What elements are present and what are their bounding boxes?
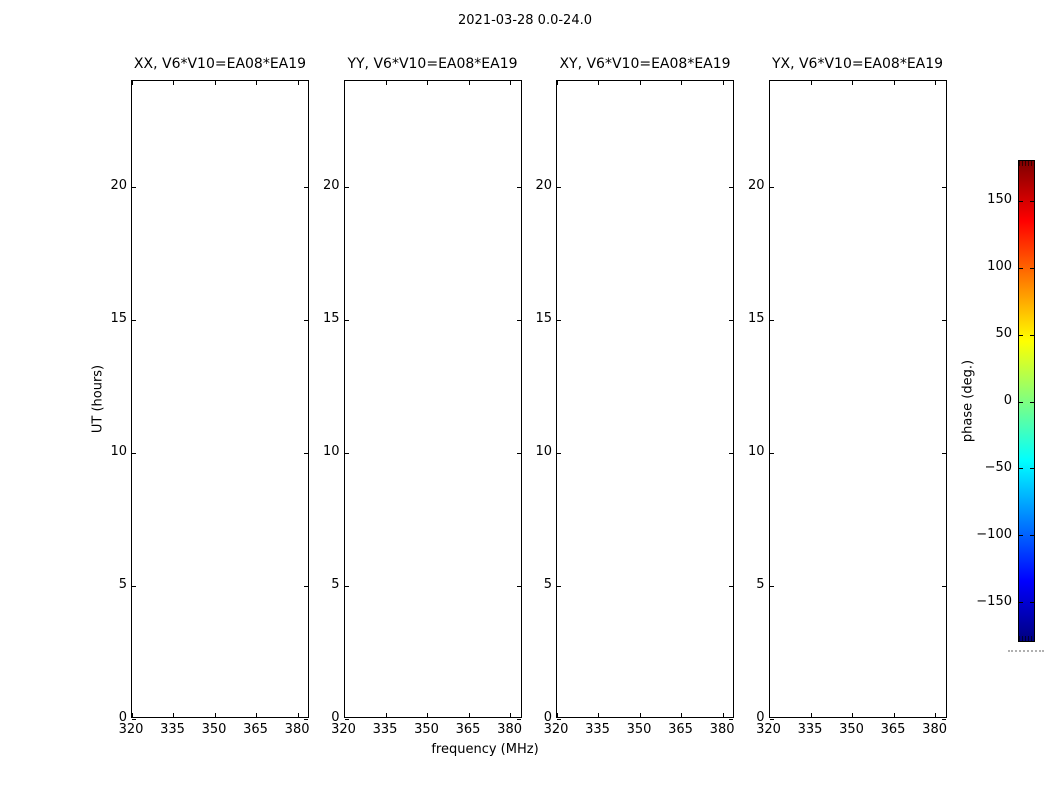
y-tick-mark [132, 320, 136, 321]
x-tick-mark [386, 713, 387, 717]
x-tick-mark [427, 713, 428, 717]
y-tick-mark [557, 320, 561, 321]
x-tick-mark [894, 713, 895, 717]
y-tick-mark [345, 453, 349, 454]
y-tick-label: 5 [118, 577, 127, 593]
x-tick-label: 320 [543, 722, 569, 737]
panel-xx [131, 80, 309, 718]
figure-title: 2021-03-28 0.0-24.0 [458, 13, 592, 28]
y-tick-mark [345, 320, 349, 321]
y-tick-mark [557, 719, 561, 720]
x-tick-mark [852, 81, 853, 85]
y-axis-label: UT (hours) [90, 364, 106, 434]
x-tick-mark [469, 81, 470, 85]
y-tick-label: 15 [535, 311, 552, 327]
x-tick-mark [769, 81, 770, 85]
y-tick-mark [770, 719, 774, 720]
y-tick-label: 0 [756, 710, 765, 725]
colorbar-tick-mark [1019, 335, 1023, 336]
x-tick-label: 320 [118, 722, 144, 737]
x-tick-mark [344, 81, 345, 85]
y-tick-mark [770, 320, 774, 321]
x-tick-mark [256, 713, 257, 717]
x-tick-mark [215, 713, 216, 717]
y-tick-mark [345, 586, 349, 587]
y-tick-label: 15 [110, 311, 127, 327]
x-tick-mark [386, 81, 387, 85]
y-tick-label: 0 [118, 710, 127, 725]
y-tick-mark [132, 719, 136, 720]
x-tick-label: 335 [372, 722, 398, 737]
x-tick-label: 350 [201, 722, 227, 737]
colorbar-tick-label: 0 [1003, 393, 1012, 408]
y-tick-mark [770, 187, 774, 188]
colorbar-underline-dots [1008, 650, 1044, 652]
x-tick-mark [427, 81, 428, 85]
y-tick-label: 10 [322, 444, 340, 460]
y-tick-label: 10 [535, 444, 552, 460]
y-tick-mark [345, 187, 349, 188]
x-tick-label: 365 [880, 722, 906, 737]
x-tick-mark [132, 81, 133, 85]
y-tick-mark [132, 453, 136, 454]
x-tick-mark [344, 713, 345, 717]
y-tick-mark [557, 453, 561, 454]
y-tick-mark [345, 719, 349, 720]
x-tick-label: 380 [922, 722, 947, 737]
panel-yy [344, 80, 522, 718]
y-tick-mark [557, 187, 561, 188]
x-tick-mark [640, 713, 641, 717]
x-tick-label: 335 [797, 722, 823, 737]
x-tick-mark [132, 713, 133, 717]
y-tick-mark [942, 453, 946, 454]
y-tick-label: 20 [535, 178, 552, 194]
colorbar-tick-mark [1019, 535, 1023, 536]
panel-title-yx: YX, V6*V10=EA08*EA19 [771, 56, 944, 72]
x-tick-mark [598, 713, 599, 717]
x-tick-mark [640, 81, 641, 85]
x-tick-mark [256, 81, 257, 85]
y-tick-label: 10 [747, 444, 765, 460]
x-tick-label: 335 [160, 722, 185, 737]
x-tick-mark [557, 713, 558, 717]
x-tick-label: 320 [331, 722, 356, 737]
colorbar-tick-mark [1030, 402, 1034, 403]
colorbar-tick-label: −100 [976, 526, 1012, 542]
y-tick-mark [942, 320, 946, 321]
y-tick-label: 5 [331, 577, 340, 593]
x-tick-mark [894, 81, 895, 85]
x-tick-mark [298, 81, 299, 85]
x-tick-mark [723, 81, 724, 85]
panel-title-yy: YY, V6*V10=EA08*EA19 [347, 56, 518, 72]
y-tick-label: 5 [756, 577, 765, 593]
y-tick-mark [770, 586, 774, 587]
x-axis-label: frequency (MHz) [431, 742, 539, 757]
colorbar-tick-mark [1030, 468, 1034, 469]
colorbar-tick-mark [1019, 268, 1023, 269]
panel-xy [556, 80, 734, 718]
x-tick-mark [935, 81, 936, 85]
colorbar-tick-mark [1030, 268, 1034, 269]
y-tick-label: 0 [543, 710, 552, 725]
x-tick-label: 350 [414, 722, 439, 737]
x-tick-label: 380 [284, 722, 310, 737]
x-tick-mark [811, 81, 812, 85]
y-tick-label: 5 [543, 577, 552, 593]
x-tick-mark [557, 81, 558, 85]
y-tick-label: 10 [110, 444, 127, 460]
x-tick-mark [598, 81, 599, 85]
y-tick-mark [942, 586, 946, 587]
colorbar-tick-mark [1030, 535, 1034, 536]
colorbar-tick-mark [1019, 402, 1023, 403]
panel-title-xx: XX, V6*V10=EA08*EA19 [133, 56, 307, 72]
x-tick-mark [811, 713, 812, 717]
colorbar-tick-mark [1030, 201, 1034, 202]
colorbar-top-hatch [1019, 161, 1034, 166]
x-tick-label: 380 [709, 722, 735, 737]
colorbar-tick-label: 100 [987, 259, 1012, 275]
x-tick-mark [510, 81, 511, 85]
y-tick-mark [942, 187, 946, 188]
colorbar-tick-mark [1019, 602, 1023, 603]
y-tick-mark [132, 586, 136, 587]
x-tick-mark [173, 713, 174, 717]
colorbar-tick-label: 50 [995, 326, 1012, 342]
x-tick-label: 335 [585, 722, 610, 737]
x-tick-mark [935, 713, 936, 717]
x-tick-mark [769, 713, 770, 717]
panel-yx [769, 80, 947, 718]
x-tick-mark [681, 713, 682, 717]
x-tick-mark [852, 713, 853, 717]
colorbar-tick-mark [1030, 602, 1034, 603]
y-tick-mark [770, 453, 774, 454]
y-tick-label: 15 [322, 311, 340, 327]
y-tick-label: 15 [747, 311, 765, 327]
x-tick-mark [173, 81, 174, 85]
panel-title-xy: XY, V6*V10=EA08*EA19 [559, 56, 731, 72]
y-tick-mark [942, 719, 946, 720]
y-tick-label: 0 [331, 710, 340, 725]
x-tick-label: 365 [668, 722, 693, 737]
colorbar-tick-label: −50 [984, 459, 1012, 475]
x-tick-label: 350 [839, 722, 864, 737]
colorbar-tick-label: −150 [976, 593, 1012, 609]
colorbar-tick-mark [1030, 335, 1034, 336]
x-tick-label: 365 [455, 722, 481, 737]
y-tick-label: 20 [110, 178, 127, 194]
x-tick-label: 380 [497, 722, 522, 737]
x-tick-mark [469, 713, 470, 717]
colorbar-tick-mark [1019, 201, 1023, 202]
y-tick-mark [132, 187, 136, 188]
x-tick-label: 365 [243, 722, 268, 737]
x-tick-mark [215, 81, 216, 85]
colorbar-label: phase (deg.) [960, 359, 976, 443]
y-tick-label: 20 [747, 178, 765, 194]
x-tick-label: 320 [756, 722, 781, 737]
x-tick-mark [681, 81, 682, 85]
y-tick-label: 20 [322, 178, 340, 194]
colorbar-tick-label: 150 [987, 192, 1012, 208]
x-tick-label: 350 [626, 722, 652, 737]
colorbar-bottom-hatch [1019, 636, 1034, 641]
colorbar-tick-mark [1019, 468, 1023, 469]
y-tick-mark [557, 586, 561, 587]
colorbar [1018, 160, 1035, 642]
